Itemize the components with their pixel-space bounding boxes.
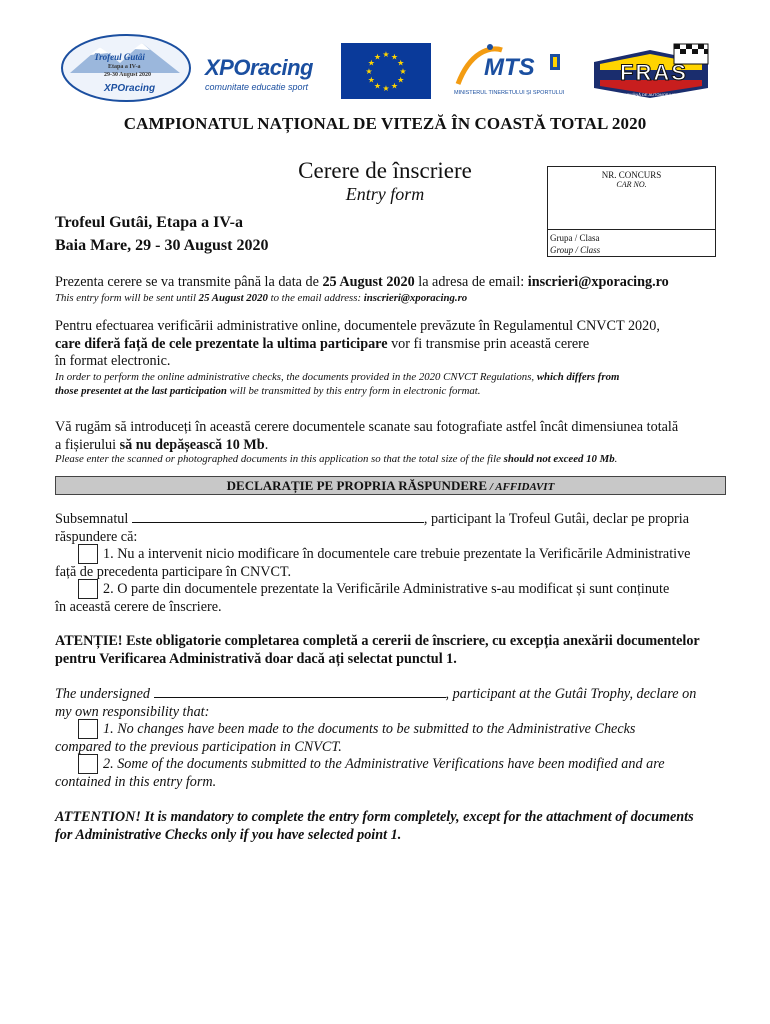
option-1-text-en: compared to the previous participation in CNVCT. <box>55 738 342 755</box>
eu-star-icon: ★ <box>373 81 382 91</box>
championship-title: CAMPIONATUL NAȚIONAL DE VITEZĂ ÎN COASTĂ TOTAL 2020 <box>123 114 647 133</box>
rally-dates: 29-30 August 2020 <box>104 72 152 78</box>
text: pentru Verificarea Administrativă doar dacă ați selectat punctul 1. <box>55 650 457 667</box>
text: Vă rugăm să introduceți în această cerere documentele scanate sau fotografiate astfel încât dimensiunea totală <box>55 419 679 435</box>
rally-event: Etapa a IV-a <box>108 64 141 70</box>
eu-star-icon: ★ <box>382 84 390 93</box>
eu-star-icon: ★ <box>373 52 382 62</box>
xpo-name: XPOracing <box>205 55 313 80</box>
option-2-checkbox[interactable] <box>78 579 98 599</box>
deadline-date-en: 25 August 2020 <box>198 292 268 304</box>
option-1-checkbox-en[interactable] <box>78 719 98 739</box>
text: . <box>264 436 269 453</box>
form-subtitle: Entry form <box>345 184 425 204</box>
rally-brand: XPOracing <box>104 83 156 94</box>
text: This entry form will be sent until <box>55 292 199 304</box>
option-2-text-en: contained in this entry form. <box>55 773 217 790</box>
text: în format electronic. <box>55 353 171 369</box>
option-1-text-en: 1. No changes have been made to the documents to be submitted to the Administrative Checks <box>103 721 636 737</box>
car-number-box <box>547 166 716 257</box>
text: ATTENTION! It is mandatory to complete the entry form completely, except for the attachment of documents <box>55 809 694 825</box>
submission-paragraph-en <box>55 292 745 306</box>
text-bold: which differs from <box>536 371 620 383</box>
deadline-date: 25 August 2020 <box>322 274 415 290</box>
affidavit-title: DECLARAȚIE PE PROPRIA RĂSPUNDERE <box>226 478 488 493</box>
text: ATENȚIE! Este obligatorie completarea completă a cererii de înscriere, cu excepția anexării documentelor <box>55 633 700 649</box>
text: In order to perform the online administrative checks, the documents provided in the 2020 CNVCT Regulations, <box>55 371 537 383</box>
text: to the email address: <box>267 292 364 304</box>
eu-star-icon: ★ <box>397 58 405 68</box>
mts-caption: MINISTERUL TINERETULUI ȘI SPORTULUI <box>454 90 565 96</box>
eu-star-icon: ★ <box>367 75 375 85</box>
text-bold: those presentet at the last participation <box>55 384 227 397</box>
option-1-checkbox[interactable] <box>78 544 98 564</box>
group-class-label: Grupa / Clasa <box>550 233 600 243</box>
option-2-text: 2. O parte din documentele prezentate la Verificările Administrative s-au modificat și sunt conținute <box>103 581 670 597</box>
fras-name: FRAS <box>620 60 688 85</box>
text: la adresa de email: <box>414 274 528 290</box>
text: Subsemnatul <box>55 511 132 527</box>
documents-paragraph <box>55 318 745 371</box>
text: . <box>614 453 618 465</box>
eu-star-icon: ★ <box>365 67 373 76</box>
text: my own responsibility that: <box>55 703 210 720</box>
eu-star-icon: ★ <box>390 52 399 62</box>
option-2-checkbox-en[interactable] <box>78 754 98 774</box>
option-2-text: în această cerere de înscriere. <box>55 598 222 615</box>
text: Pentru efectuarea verificării administrative online, documentele prevăzute în Regulamentul CNVCT 2020, <box>55 318 660 334</box>
option-1-text: față de precedenta participare în CNVCT. <box>55 563 292 580</box>
eu-star-icon: ★ <box>390 81 399 91</box>
form-title: Cerere de înscriere <box>298 158 472 183</box>
text: Please enter the scanned or photographed documents in this application so that the total size of the file <box>55 453 504 465</box>
text-bold: should not exceed 10 Mb <box>503 453 615 465</box>
attention-ro <box>55 633 745 668</box>
event-name: Trofeul Gutâi, Etapa a IV-a <box>55 214 244 231</box>
file-size-paragraph <box>55 419 745 454</box>
text: for Administrative Checks only if you have selected point 1. <box>55 826 402 843</box>
option-1-text: 1. Nu a intervenit nicio modificare în documentele care trebuie prezentate la Verificările Administrative <box>103 546 691 562</box>
undersigned-name-field-en[interactable] <box>154 697 446 698</box>
car-number-label-en: CAR NO. <box>616 180 647 189</box>
text-bold: care diferă față de cele prezentate la ultima participare <box>55 335 388 352</box>
group-class-label-en: Group / Class <box>550 245 601 255</box>
car-number-label: NR. CONCURS <box>601 170 662 180</box>
fras-caption: FEDERAȚIA ROMÂNĂ DE AUTOMOBILISM SPORTIV <box>600 92 698 97</box>
car-number-field[interactable] <box>548 167 715 230</box>
affidavit-title-en: / AFFIDAVIT <box>487 481 555 493</box>
option-2-text-en: 2. Some of the documents submitted to the Administrative Verifications have been modified and are <box>103 756 665 772</box>
text: a fișierului <box>55 436 120 453</box>
mts-logo <box>450 42 572 100</box>
text: will be transmitted by this entry form in electronic format. <box>226 384 481 397</box>
undersigned-name-field[interactable] <box>132 522 424 523</box>
eu-star-icon: ★ <box>399 67 407 76</box>
event-location-date: Baia Mare, 29 - 30 August 2020 <box>55 237 269 254</box>
affidavit-heading <box>55 476 726 495</box>
submission-email-link[interactable]: inscrieri@xporacing.ro <box>527 274 669 290</box>
submission-email-link-en[interactable]: inscrieri@xporacing.ro <box>363 292 468 304</box>
trofeul-gutai-logo <box>60 33 192 103</box>
file-size-paragraph-en <box>55 453 745 467</box>
mts-name: MTS <box>484 54 535 81</box>
declaration-ro <box>55 511 745 616</box>
documents-paragraph-en <box>55 371 745 398</box>
eu-star-icon: ★ <box>397 75 405 85</box>
text: , participant la Trofeul Gutâi, declar pe propria <box>423 511 690 527</box>
group-class-field[interactable] <box>548 230 715 256</box>
text: , participant at the Gutâi Trophy, declare on <box>445 686 697 702</box>
fras-logo <box>590 42 712 102</box>
text: Prezenta cerere se va transmite până la data de <box>55 274 323 290</box>
submission-paragraph <box>55 274 745 292</box>
xporacing-logo <box>203 55 331 95</box>
xpo-tagline: comunitate educatie sport <box>205 82 309 92</box>
declaration-en <box>55 686 745 791</box>
rally-label: Trofeul Gutâi <box>94 52 145 62</box>
text: The undersigned <box>55 686 154 702</box>
attention-en <box>55 809 745 844</box>
text: vor fi transmise prin această cerere <box>387 335 590 352</box>
eu-star-icon: ★ <box>367 58 375 68</box>
eu-star-icon: ★ <box>382 50 390 59</box>
text-bold: să nu depășească 10 Mb <box>119 436 265 453</box>
eu-flag-icon <box>341 43 431 99</box>
text: răspundere că: <box>55 528 138 545</box>
